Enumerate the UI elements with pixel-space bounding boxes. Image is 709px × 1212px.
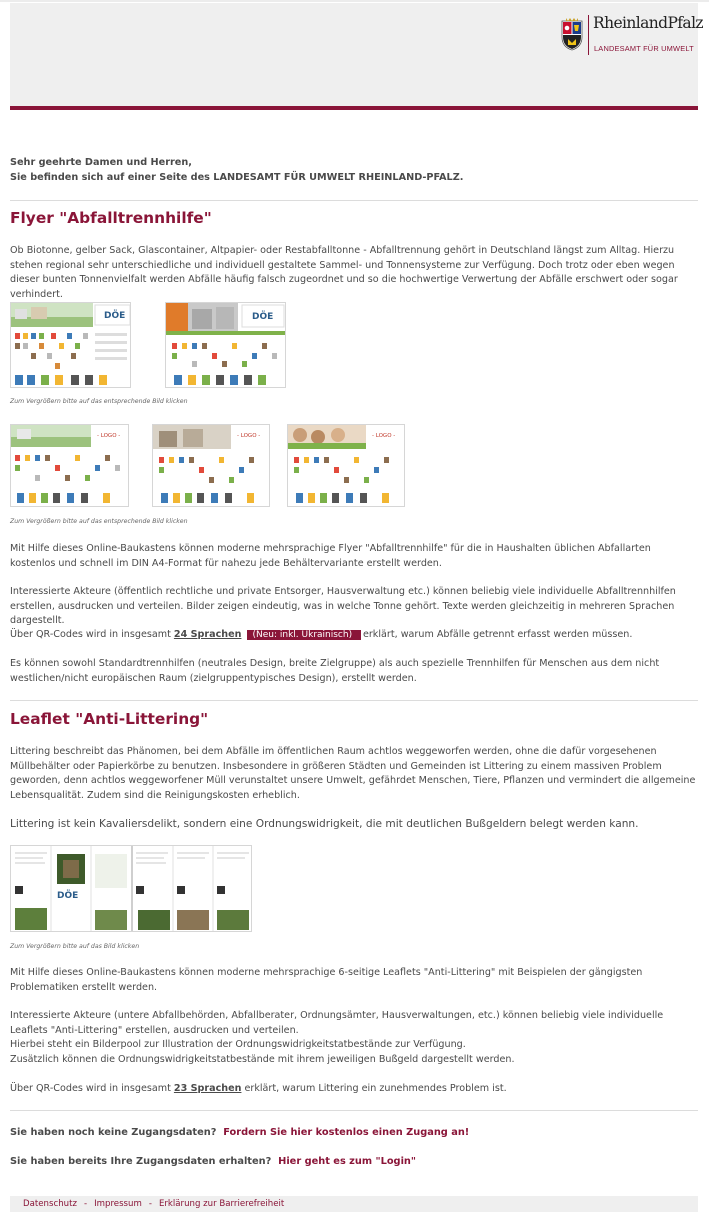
request-access-link[interactable]: Fordern Sie hier kostenlos einen Zugang an! bbox=[223, 1127, 470, 1138]
leaflet-paragraph-4a: Interessierte Akteure (untere Abfallbehörden, Abfallberater, Ordnungsämter, Hausverwaltungen, etc.) können beliebig viele individuelle Leaflets "Anti-Littering" erstellen, ausdrucken und verteilen. bbox=[10, 1010, 664, 1036]
leaflet-paragraph-5 bbox=[10, 1082, 698, 1097]
flyer-thumbnail[interactable] bbox=[165, 302, 286, 388]
flyer-paragraph-3 bbox=[10, 628, 698, 643]
flyer-thumbnail[interactable] bbox=[10, 424, 129, 507]
logo-divider bbox=[588, 15, 589, 55]
leaflet-paragraph-1: Littering beschreibt das Phänomen, bei dem Abfälle im öffentlichen Raum achtlos weggeworfen werden, ohne die dafür vorgesehenen Müllbehälter oder Papierkörbe zu benutzen. Insbesondere in größeren Städten und Gemeinden ist Littering zu einem massiven Problem geworden, denn achtlos weggeworfener Müll verunstaltet unsere Umwelt, gefährdet Menschen, Tiere, Pflanzen und vermindert die allgemeine Lebensqualität. Zudem sind die Reinigungskosten erheblich. bbox=[10, 746, 696, 801]
flyer-caption-2: Zum Vergrößern bitte auf das entsprechende Bild klicken bbox=[10, 518, 188, 525]
placeholder-logo-text: - LOGO - bbox=[237, 433, 261, 439]
divider bbox=[10, 1110, 698, 1111]
flyer-paragraph-2: Interessierte Akteure (öffentlich rechtliche und private Entsorger, Hausverwaltung etc.) können beliebig viele individuelle Abfalltrennhilfen erstellen, ausdrucken und verteilen. Bilder zeigen eindeutig, was in welche Tonne gehört. Texte werden gleichzeitig in mehreren Sprachen dargestellt. bbox=[10, 586, 676, 627]
leaflet-paragraph-4b: Hierbei steht ein Bilderpool zur Illustration der Ordnungswidrigkeitstatbestände zur Verfügung. bbox=[10, 1039, 466, 1051]
leaflet-qr-text-before: Über QR-Codes wird in insgesamt bbox=[10, 1083, 174, 1094]
leaflet-paragraph-4c: Zusätzlich können die Ordnungswidrigkeitstatbestände mit ihrem jeweiligen Bußgeld dargestellt werden. bbox=[10, 1053, 515, 1065]
leaflet-paragraph-2: Littering ist kein Kavaliersdelikt, sondern eine Ordnungswidrigkeit, die mit deutlichen Bußgeldern belegt werden kann. bbox=[10, 818, 639, 830]
header bbox=[10, 3, 703, 106]
greeting-line-1: Sehr geehrte Damen und Herren, bbox=[10, 157, 192, 168]
footer bbox=[10, 1196, 698, 1212]
flyer-thumbnail[interactable] bbox=[10, 302, 131, 388]
footer-separator: - bbox=[148, 1199, 152, 1209]
leaflet-heading: Leaflet "Anti-Littering" bbox=[10, 710, 209, 728]
login-link[interactable]: Hier geht es zum "Login" bbox=[278, 1156, 417, 1167]
flyer-caption-1: Zum Vergrößern bitte auf das entsprechende Bild klicken bbox=[10, 398, 188, 405]
flyer-heading: Flyer "Abfalltrennhilfe" bbox=[10, 209, 212, 227]
divider bbox=[10, 200, 698, 201]
doe-logo-text: DÖE bbox=[57, 891, 79, 901]
flyer-paragraph-4: Es können sowohl Standardtrennhilfen (neutrales Design, breite Zielgruppe) als auch spezielle Trennhilfen für Menschen aus dem nicht westlichen/nicht europäischen Raum (zielgruppentypisches Design), erstellt werden. bbox=[10, 658, 660, 684]
footer-privacy-link[interactable]: Datenschutz bbox=[23, 1199, 77, 1209]
has-credentials-question: Sie haben bereits Ihre Zugangsdaten erhalten? bbox=[10, 1156, 272, 1167]
footer-separator: - bbox=[83, 1199, 88, 1209]
footer-imprint-link[interactable]: Impressum bbox=[94, 1199, 142, 1209]
flyer-qr-text-before: Über QR-Codes wird in insgesamt bbox=[10, 629, 174, 640]
flyer-preview-image bbox=[11, 425, 129, 507]
footer-accessibility-link[interactable]: Erklärung zur Barrierefreiheit bbox=[158, 1199, 285, 1209]
greeting-line-2: Sie befinden sich auf einer Seite des LANDESAMT FÜR UMWELT RHEINLAND-PFALZ. bbox=[10, 171, 464, 183]
flyer-qr-text-after: erklärt, warum Abfälle getrennt erfasst werden müssen. bbox=[362, 629, 633, 640]
greeting bbox=[10, 156, 463, 185]
logo-subtitle: LANDESAMT FÜR UMWELT bbox=[594, 44, 694, 53]
leaflet-paragraph-3: Mit Hilfe dieses Online-Baukastens können moderne mehrsprachige 6-seitige Leaflets "Anti-Littering" mit Beispielen der gängigsten Problematiken erstellt werden. bbox=[10, 967, 643, 993]
flyer-preview-image bbox=[166, 303, 286, 388]
leaflet-languages-link[interactable]: 23 Sprachen bbox=[173, 1083, 242, 1094]
logo-brand-text: RheinlandPfalz bbox=[593, 14, 703, 32]
flyer-thumbnail[interactable] bbox=[287, 424, 405, 507]
flyer-languages-link[interactable]: 24 Sprachen bbox=[173, 629, 242, 640]
request-access-row bbox=[10, 1126, 469, 1141]
leaflet-thumbnail[interactable] bbox=[10, 845, 252, 932]
doe-logo-text: DÖE bbox=[104, 311, 126, 321]
leaflet-qr-text-after: erklärt, warum Littering ein zunehmendes Problem ist. bbox=[241, 1083, 507, 1094]
login-row bbox=[10, 1155, 416, 1170]
flyer-intro: Ob Biotonne, gelber Sack, Glascontainer, Altpapier- oder Restabfalltonne - Abfalltrennung gehört in Deutschland längst zum Alltag. Hierzu stehen regional sehr unterschiedliche und individuell gestaltete Sammel- und Tonnensysteme zur Verfügung. Doch trotz oder eben wegen dieser bunten Tonnenvielfalt werden Abfälle häufig falsch zugeordnet und so die hochwertige Verwertung der Abfälle erschwert oder sogar verhindert. bbox=[10, 245, 678, 300]
divider bbox=[10, 700, 698, 701]
rlp-logo[interactable] bbox=[560, 14, 703, 55]
flyer-paragraph-1: Mit Hilfe dieses Online-Baukastens können moderne mehrsprachige Flyer "Abfalltrennhilfe" für die in Haushalten üblichen Abfallarten kostenlos und schnell im DIN A4-Format für nahezu jede Behältervariante erstellt werden. bbox=[10, 543, 651, 569]
leaflet-paragraph-4 bbox=[10, 1009, 698, 1067]
crest-icon bbox=[560, 17, 584, 51]
flyer-thumbnail[interactable] bbox=[152, 424, 270, 507]
placeholder-logo-text: - LOGO - bbox=[372, 433, 396, 439]
leaflet-caption: Zum Vergrößern bitte auf das Bild klicken bbox=[10, 943, 140, 950]
doe-logo-text: DÖE bbox=[252, 312, 274, 322]
flyer-preview-image bbox=[153, 425, 270, 507]
leaflet-preview-image bbox=[11, 846, 252, 932]
flyer-preview-image bbox=[288, 425, 405, 507]
no-credentials-question: Sie haben noch keine Zugangsdaten? bbox=[10, 1127, 217, 1138]
top-border bbox=[0, 0, 709, 2]
flyer-preview-image bbox=[11, 303, 131, 388]
new-ukrainian-badge: (Neu: inkl. Ukrainisch) bbox=[247, 630, 361, 640]
placeholder-logo-text: - LOGO - bbox=[97, 433, 121, 439]
header-accent-bar bbox=[10, 106, 698, 110]
